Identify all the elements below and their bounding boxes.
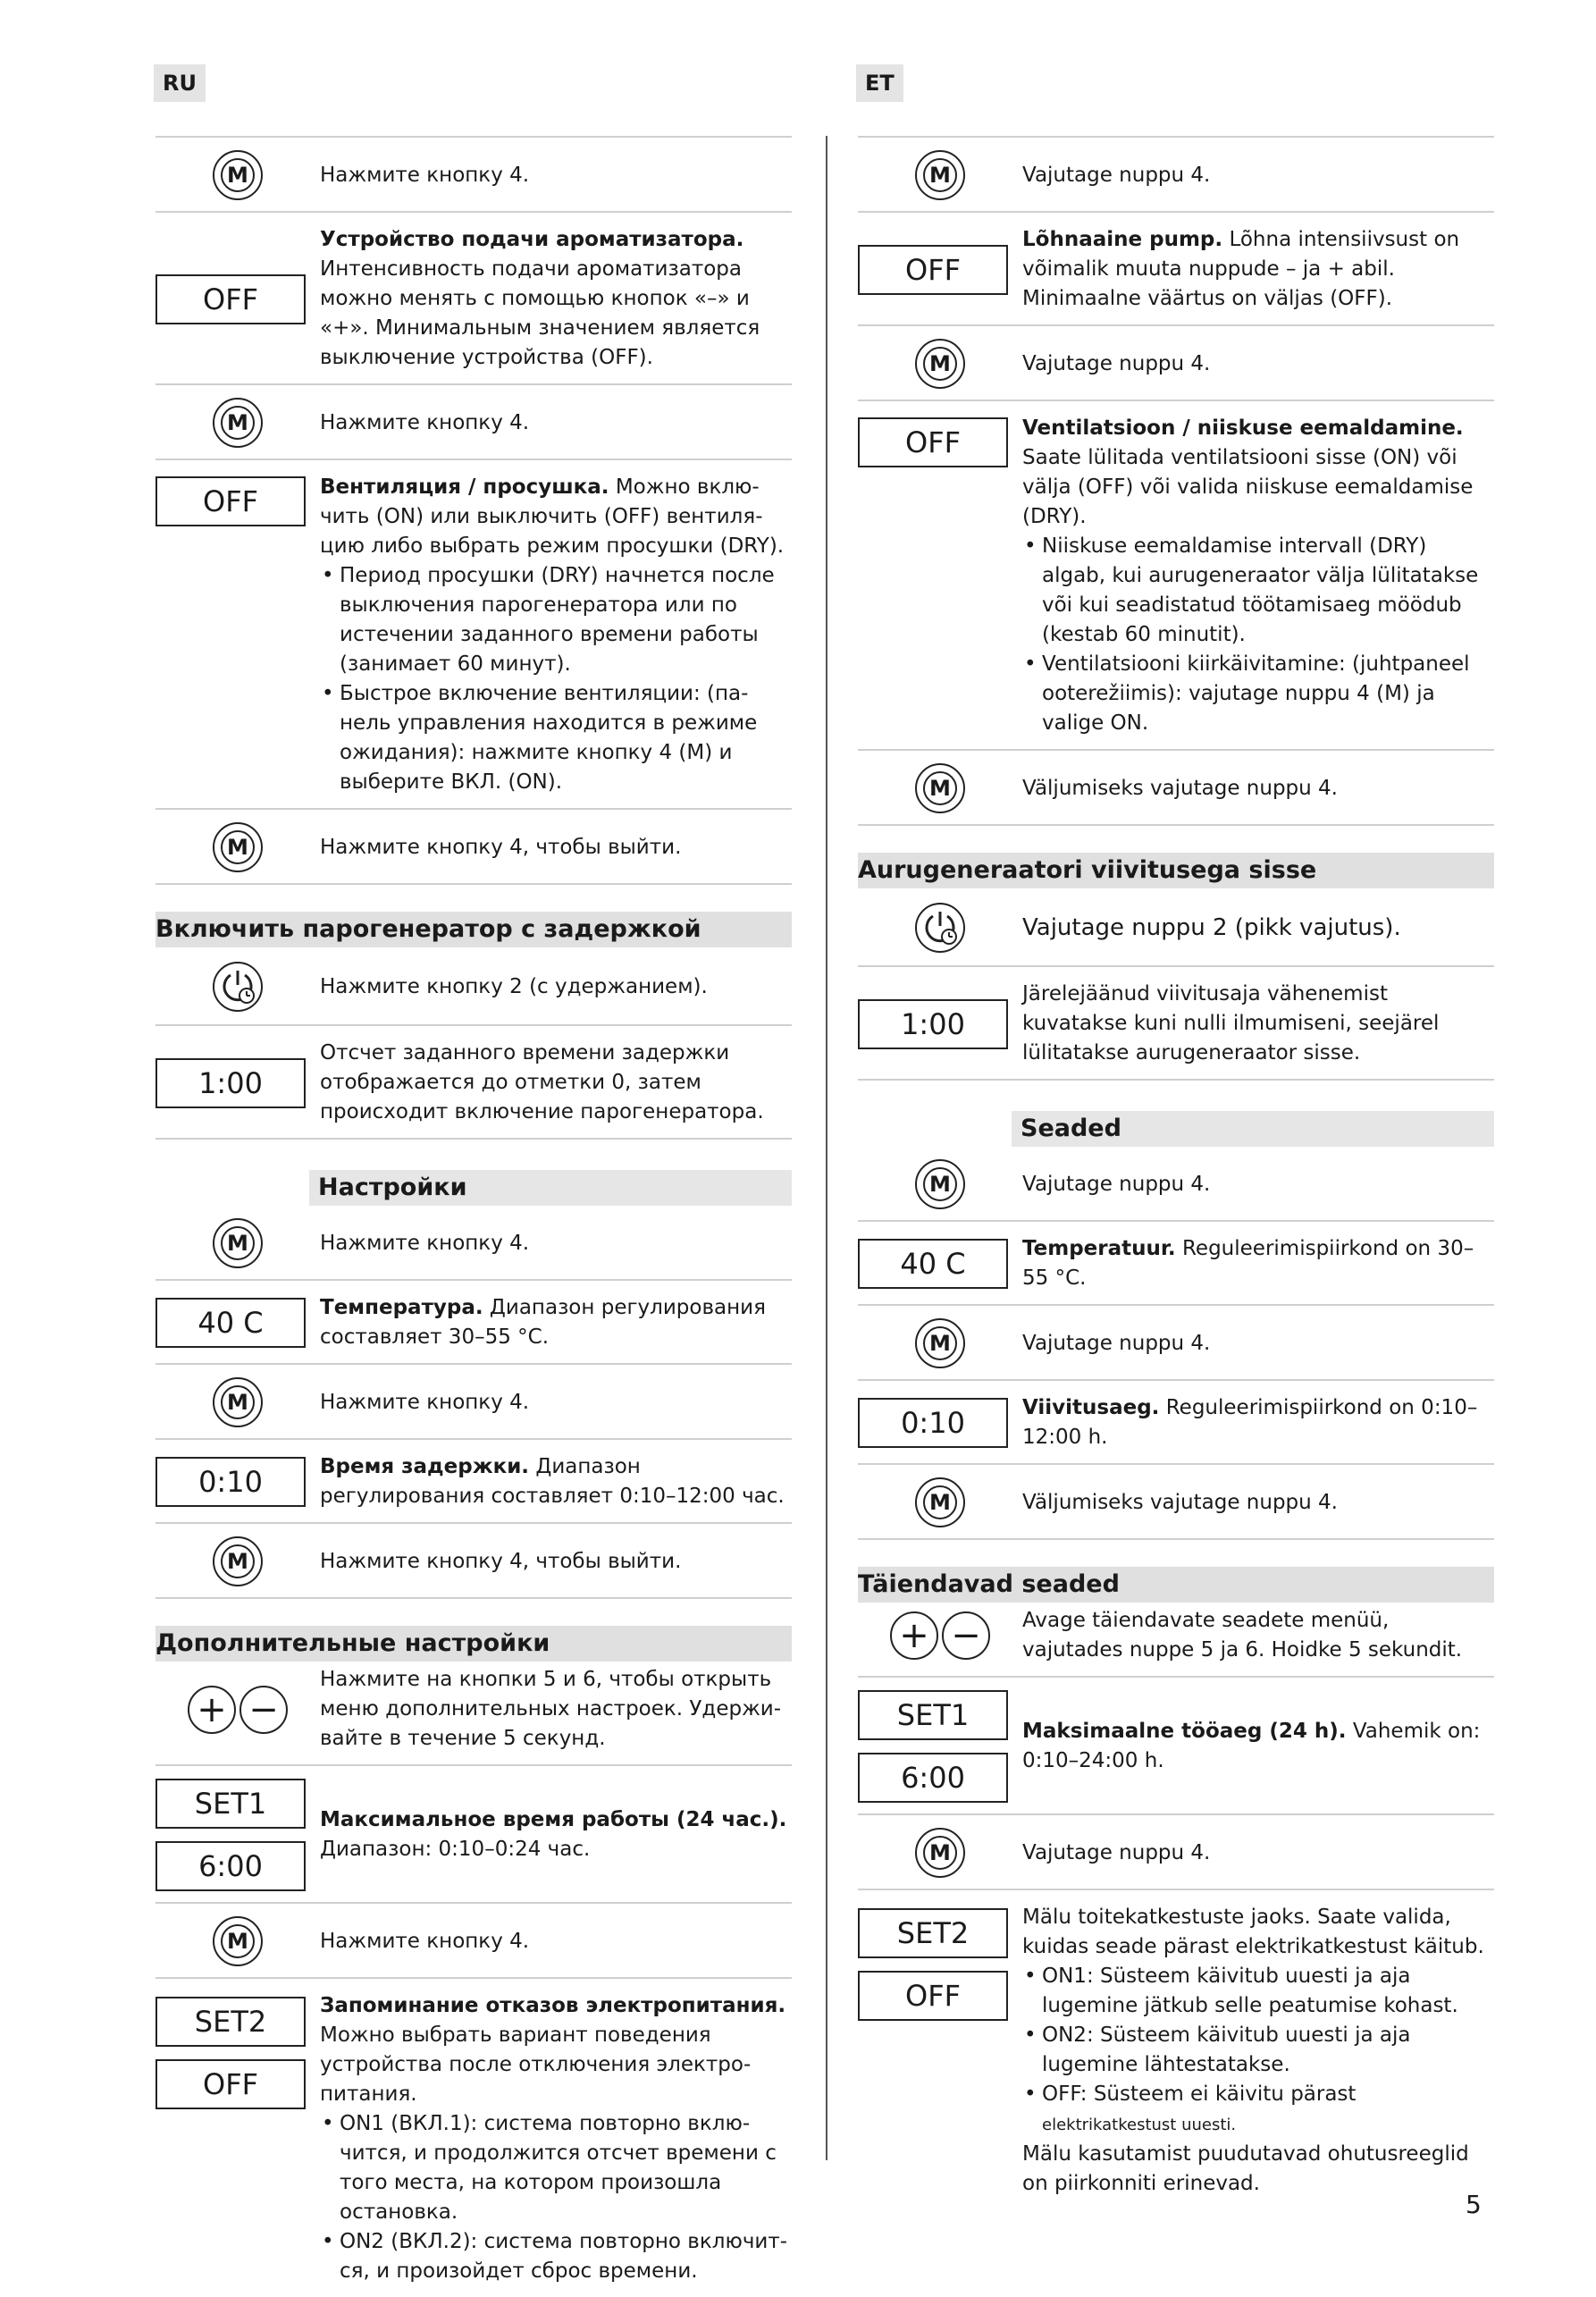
et-row-max-time (858, 1676, 1494, 1813)
instruction-text: Mälu toitekatkestuste jaoks. Saate valida, kuidas seade pärast elektrikatkestust käitub. • ON1: Süsteem käivitub uuesti ja aja lugemine jätkub selle peatumise kohast. • ON2: Süsteem käivitub uuesti ja aja lugemine lähtestatakse. • OFF: Süsteem ei käivitu pärast elektrikatkestust uuesti. Mälu kasutamist puudutavad ohutusreeglid on piirkonniti erinevad. (1022, 1903, 1494, 2199)
instruction-text: Устройство подачи ароматизатора. Интенсивность подачи ароматизатора можно менять с помощью кнопок «–» и «+». Минимальным значением является выключение устройства (OFF). (320, 228, 760, 369)
ru-row-settings-m (155, 1206, 792, 1279)
instruction-text: Температура. Диапазон регулирования составляет 30–55 °C. (320, 1296, 766, 1349)
bullet-item: • ON1 (ВКЛ.1): система повторно включится, и продолжится отсчет времени с того места, на котором произошла остановка. (340, 2109, 792, 2227)
bullet-item: • ON1: Süsteem käivitub uuesti ja aja lugemine jätkub selle peatumise kohast. (1042, 1962, 1494, 2021)
m-button-icon: M (915, 763, 965, 813)
instruction-text: Отсчет заданного времени задержки отображается до отметки 0, затем происходит включение парогенератора. (320, 1041, 764, 1123)
display-readout: 0:10 (858, 1398, 1008, 1448)
section-heading: Дополнительные настройки (155, 1626, 792, 1662)
instruction-text: Lõhnaaine pump. Lõhna intensiivsust on võimalik muuta nuppude – ja + abil. Minimaalne väärtus on väljas (OFF). (1022, 228, 1460, 310)
power-timer-icon (211, 960, 265, 1014)
et-row-press-m-2 (858, 324, 1494, 400)
et-row-temperature (858, 1220, 1494, 1304)
instruction-text: Нажмите кнопку 4. (320, 410, 530, 434)
display-readout: 40 C (155, 1298, 306, 1348)
ru-row-ventilation (155, 459, 792, 808)
column-divider (826, 136, 827, 2160)
instruction-text: Vajutage nuppu 4. (1022, 1331, 1211, 1355)
lang-label-ru: RU (154, 64, 206, 102)
bullet-item: • ON2 (ВКЛ.2): система повторно включится, и произойдет сброс времени. (340, 2227, 792, 2286)
instruction-text: Максимальное время работы (24 час.). Диапазон: 0:10–0:24 час. (320, 1808, 787, 1861)
et-row-settings-m-2 (858, 1304, 1494, 1379)
display-readout: SET1 (858, 1690, 1008, 1740)
display-readout: OFF (858, 417, 1008, 467)
ru-row-press-m-1 (155, 136, 792, 211)
ru-row-settings-exit (155, 1522, 792, 1599)
ru-row-press-m-2 (155, 383, 792, 459)
instruction-text: Maksimaalne tööaeg (24 h). Vahemik on: 0:10–24:00 h. (1022, 1720, 1481, 1772)
m-button-icon: M (213, 150, 263, 200)
bullet-item: • ON2: Süsteem käivitub uuesti ja aja lugemine lähtestatakse. (1042, 2021, 1494, 2080)
instruction-text: Нажмите кнопку 4. (320, 1929, 530, 1953)
ru-row-exit (155, 808, 792, 885)
et-row-settings-exit (858, 1463, 1494, 1540)
instruction-text: Нажмите кнопку 2 (с удержанием). (320, 974, 708, 998)
ru-row-fragrance (155, 211, 792, 383)
instruction-text: Vajutage nuppu 2 (pikk vajutus). (1022, 913, 1401, 941)
m-button-icon: M (915, 1159, 965, 1209)
ru-row-max-time (155, 1764, 792, 1902)
instruction-text: Väljumiseks vajutage nuppu 4. (1022, 1490, 1338, 1514)
plus-minus-buttons-icon: + − (188, 1686, 288, 1734)
instruction-text: Нажмите кнопку 4. (320, 1231, 530, 1255)
display-readout: OFF (858, 245, 1008, 295)
display-readout: SET2 (858, 1908, 1008, 1958)
column-ru (155, 136, 792, 2297)
instruction-text: Ventilatsioon / niiskuse eemaldamine. Saate lülitada ventilatsiooni sisse (ON) või välja (OFF) või valida niiskuse eemaldamise (DRY). • Niiskuse eemaldamise intervall (DRY) algab, kui aurugeneraator välja lülitatakse või kui seadistatud töötamisaeg möödub (kestab 60 minutit). • Ventilatsiooni kiirkäivitamine: (juhtpaneel ooterežiimis): vajutage nuppu 4 (M) ja valige ON. (1022, 414, 1494, 738)
m-button-icon: M (213, 1218, 263, 1268)
instruction-text: Нажмите кнопку 4, чтобы выйти. (320, 835, 682, 859)
instruction-text: Нажмите кнопку 4, чтобы выйти. (320, 1549, 682, 1573)
et-row-power-memory (858, 1889, 1494, 2209)
m-button-icon: M (915, 1477, 965, 1527)
et-row-delay-time (858, 1379, 1494, 1463)
bullet-item: • Быстрое включение вентиляции: (панель управления находится в режиме ожидания): нажмите кнопку 4 (M) и выберите ВКЛ. (ON). (340, 679, 792, 797)
bullet-item: • OFF: Süsteem ei käivitu pärast elektrikatkestust uuesti. (1042, 2080, 1494, 2140)
display-readout: 40 C (858, 1239, 1008, 1289)
m-button-icon: M (213, 398, 263, 448)
section-heading: Aurugeneraatori viivitusega sisse (858, 853, 1494, 888)
instruction-text: Vajutage nuppu 4. (1022, 351, 1211, 375)
lang-label-et: ET (856, 64, 903, 102)
ru-row-delay-time (155, 1438, 792, 1522)
instruction-text: Время задержки. Диапазон регулирования составляет 0:10–12:00 час. (320, 1455, 785, 1508)
display-readout: SET2 (155, 1997, 306, 2047)
ru-row-delay-countdown (155, 1024, 792, 1140)
m-button-icon: M (213, 1377, 263, 1427)
ru-row-extra-m (155, 1902, 792, 1977)
section-heading: Включить парогенератор с задержкой (155, 912, 792, 947)
instruction-text: Вентиляция / просушка. Можно включить (ON) или выключить (OFF) вентиляцию либо выбрать режим просушки (DRY). • Период просушки (DRY) начнется после выключения парогенератора или по истечении заданного времени работы (занимает 60 минут). • Быстрое включение вентиляции: (панель управления находится в режиме ожидания): нажмите кнопку 4 (M) и выберите ВКЛ. (ON). (320, 473, 792, 797)
m-button-icon: M (213, 822, 263, 872)
display-readout: 6:00 (858, 1753, 1008, 1803)
instruction-text: Väljumiseks vajutage nuppu 4. (1022, 776, 1338, 800)
m-button-icon: M (915, 1318, 965, 1368)
et-row-exit (858, 749, 1494, 826)
display-readout: SET1 (155, 1779, 306, 1829)
page-number: 5 (1466, 2190, 1482, 2219)
m-button-icon: M (213, 1916, 263, 1966)
column-et (858, 136, 1494, 2209)
section-heading: Täiendavad seaded (858, 1567, 1494, 1603)
power-timer-icon (913, 901, 967, 955)
m-button-icon: M (213, 1536, 263, 1586)
ru-row-temperature (155, 1279, 792, 1363)
m-button-icon: M (915, 150, 965, 200)
ru-row-extra-open (155, 1662, 792, 1764)
ru-row-press-2 (155, 947, 792, 1024)
instruction-text: Viivitusaeg. Reguleerimispiirkond on 0:10–12:00 h. (1022, 1396, 1478, 1449)
display-readout: OFF (858, 1971, 1008, 2021)
et-row-settings-m (858, 1147, 1494, 1220)
et-row-fragrance (858, 211, 1494, 324)
ru-row-power-memory (155, 1977, 792, 2297)
display-readout: OFF (155, 476, 306, 526)
m-button-icon: M (915, 1828, 965, 1878)
display-readout: 1:00 (155, 1058, 306, 1108)
plus-minus-buttons-icon: + − (890, 1611, 990, 1660)
bullet-item: • Ventilatsiooni kiirkäivitamine: (juhtpaneel ooterežiimis): vajutage nuppu 4 (M) ja valige ON. (1042, 650, 1494, 738)
instruction-text: Avage täiendavate seadete menüü, vajutades nuppe 5 ja 6. Hoidke 5 sekundit. (1022, 1609, 1463, 1662)
instruction-text: Нажмите кнопку 4. (320, 163, 530, 187)
instruction-text: Нажмите на кнопки 5 и 6, чтобы открыть меню дополнительных настроек. Удерживайте в течение 5 секунд. (320, 1668, 782, 1750)
et-row-extra-open (858, 1603, 1494, 1676)
instruction-text: Järelejäänud viivitusaja vähenemist kuvatakse kuni nulli ilmumiseni, seejärel lülitatakse aurugeneraator sisse. (1022, 982, 1440, 1064)
et-row-delay-countdown (858, 965, 1494, 1081)
et-row-press-2 (858, 888, 1494, 965)
m-button-icon: M (915, 339, 965, 389)
instruction-text: Запоминание отказов электропитания. Можно выбрать вариант поведения устройства после отключения электропитания. • ON1 (ВКЛ.1): система повторно включится, и продолжится отсчет времени с того места, на котором произошла остановка. • ON2 (ВКЛ.2): система повторно включится, и произойдет сброс времени. (320, 1991, 792, 2286)
display-readout: OFF (155, 2059, 306, 2109)
display-readout: OFF (155, 274, 306, 324)
et-row-ventilation (858, 400, 1494, 749)
instruction-text: Vajutage nuppu 4. (1022, 163, 1211, 187)
instruction-text: Vajutage nuppu 4. (1022, 1172, 1211, 1196)
et-row-extra-m (858, 1813, 1494, 1889)
et-row-press-m-1 (858, 136, 1494, 211)
display-readout: 1:00 (858, 999, 1008, 1049)
bullet-item: • Niiskuse eemaldamise intervall (DRY) algab, kui aurugeneraator välja lülitatakse või kui seadistatud töötamisaeg möödub (kestab 60 minutit). (1042, 532, 1494, 650)
bullet-item: • Период просушки (DRY) начнется после выключения парогенератора или по истечении заданного времени работы (занимает 60 минут). (340, 561, 792, 679)
instruction-text: Temperatuur. Reguleerimispiirkond on 30–55 °C. (1022, 1237, 1474, 1290)
display-readout: 6:00 (155, 1841, 306, 1891)
instruction-text: Vajutage nuppu 4. (1022, 1840, 1211, 1864)
subsection-heading: Настройки (309, 1170, 792, 1206)
subsection-heading: Seaded (1012, 1111, 1494, 1147)
display-readout: 0:10 (155, 1457, 306, 1507)
ru-row-settings-m-2 (155, 1363, 792, 1438)
instruction-text: Нажмите кнопку 4. (320, 1390, 530, 1414)
